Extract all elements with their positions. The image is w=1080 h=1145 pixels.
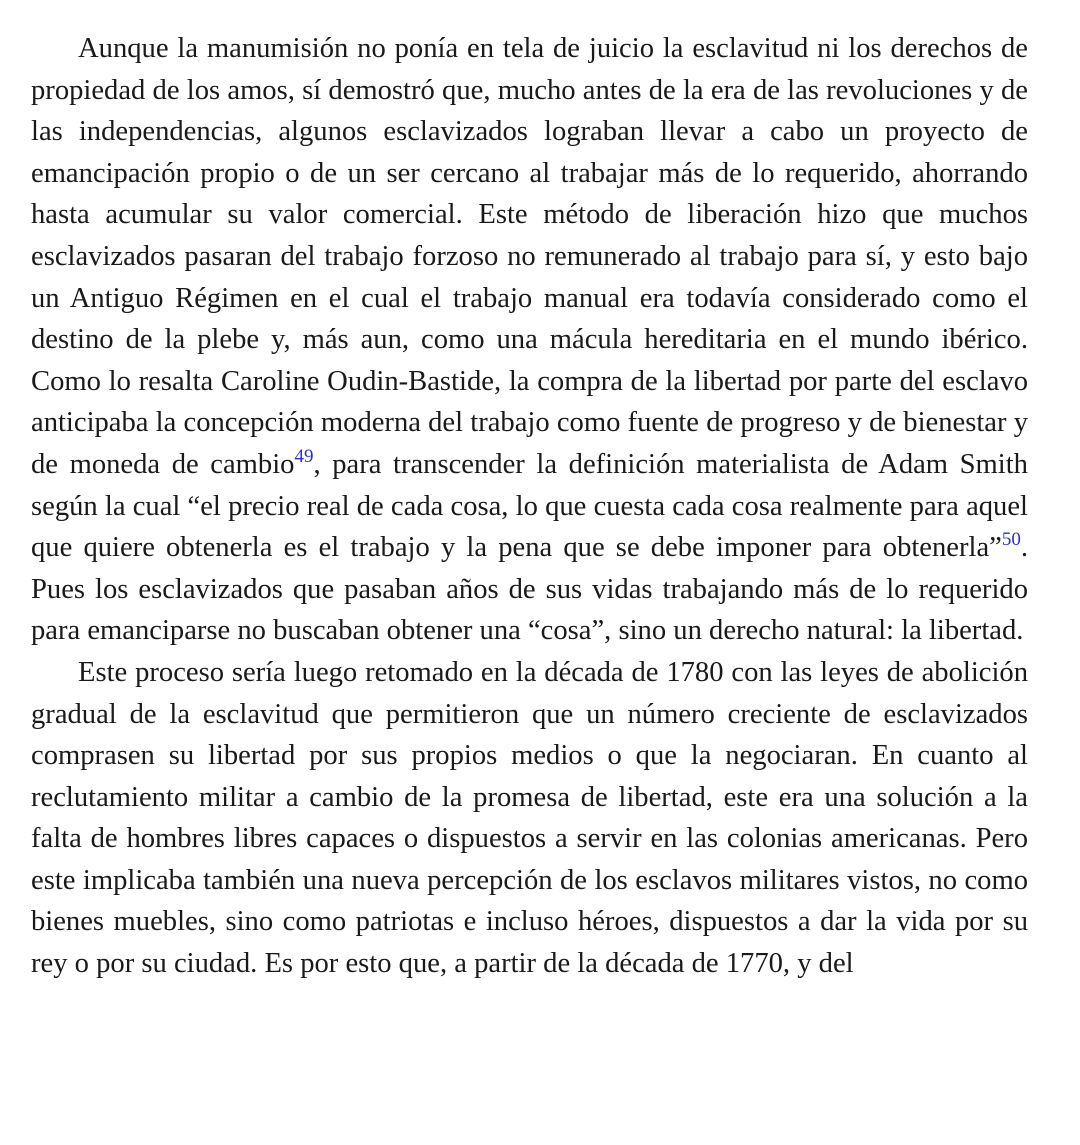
paragraph-2-text: Este proceso sería luego retomado en la década de 1780 con las leyes de abolición gradual de la esclavitud que permitieron que un número creciente de esclavizados comprasen su libertad por sus propios medios o que la negociaran. En cuanto al reclutamiento militar a cambio de la promesa de libertad, este era una solución a la falta de hombres libres capaces o dispuestos a servir en las colonias americanas. Pero este implicaba también una nueva percepción de los esclavos militares vistos, no como bienes muebles, sino como patriotas e incluso héroes, dispuestos a dar la vida por su rey o por su ciudad. Es por esto que, a partir de la década de 1770, y del	[31, 656, 1028, 980]
paragraph-manumission	[31, 28, 1028, 652]
document-page	[31, 28, 1028, 985]
paragraph-1-text-part-2: , para transcender la definición materialista de Adam Smith según la cual “el precio real de cada cosa, lo que cuesta cada cosa realmente para aquel que quiere obtenerla es el trabajo y la pena que se debe imponer para obtenerla”	[31, 448, 1028, 564]
footnote-link-49[interactable]: 49	[294, 445, 314, 467]
paragraph-1-text-part-3: . Pues los esclavizados que pasaban años de sus vidas trabajando más de lo requerido para emanciparse no buscaban obtener una “cosa”, sino un derecho natural: la libertad.	[31, 532, 1028, 647]
footnote-link-50[interactable]: 50	[1001, 529, 1021, 551]
paragraph-1-text-part-1: Aunque la manumisión no ponía en tela de juicio la esclavitud ni los derechos de propiedad de los amos, sí demostró que, mucho antes de la era de las revoluciones y de las independencias, algunos esclavizados lograban llevar a cabo un proyecto de emancipación propio o de un ser cercano al trabajar más de lo requerido, ahorrando hasta acumular su valor comercial. Este método de liberación hizo que muchos esclavizados pasaran del trabajo forzoso no remunerado al trabajo para sí, y esto bajo un Antiguo Régimen en el cual el trabajo manual era todavía considerado como el destino de la plebe y, más aun, como una mácula hereditaria en el mundo ibérico. Como lo resalta Caroline Oudin-Bastide, la compra de la libertad por parte del esclavo anticipaba la concepción moderna del trabajo como fuente de progreso y de bienestar y de moneda de cambio	[31, 33, 1028, 480]
paragraph-gradual-abolition	[31, 652, 1028, 985]
